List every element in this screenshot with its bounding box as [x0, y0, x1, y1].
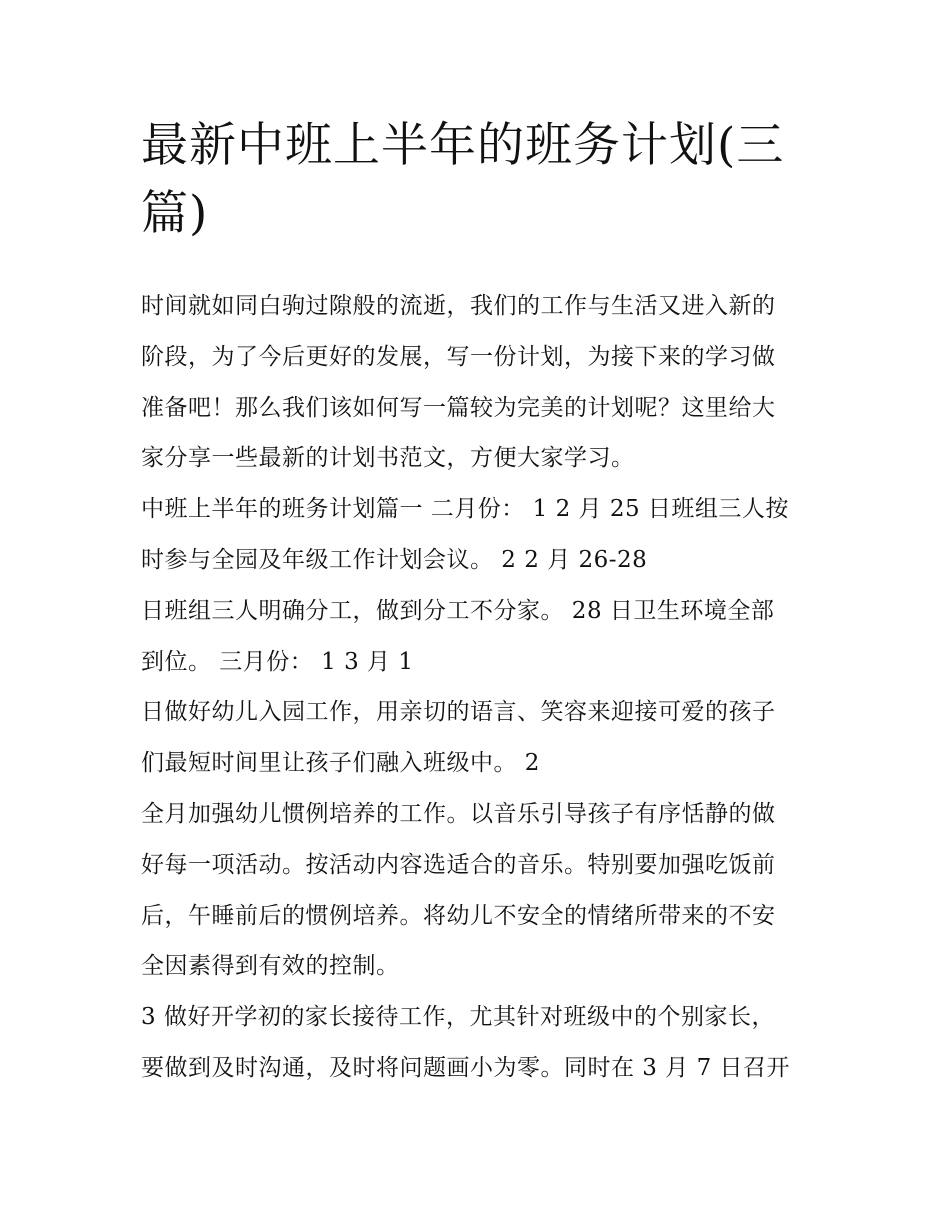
text-line: 们最短时间里让孩子们融入班级中。 2: [141, 750, 540, 777]
document-title: [141, 112, 831, 248]
text-line: 家分享一些最新的计划书范文，方便大家学习。: [141, 445, 635, 472]
paragraph-routine: [141, 789, 831, 992]
text-line: 日做好幼儿入园工作，用亲切的语言、笑容来迎接可爱的孩子: [141, 699, 776, 726]
text-line: 准备吧！那么我们该如何写一篇较为完美的计划呢？这里给大: [141, 394, 776, 421]
text-line: 要做到及时沟通，及时将问题画小为零。同时在 3 月 7 日召开: [141, 1054, 791, 1081]
text-line: 日班组三人明确分工，做到分工不分家。 28 日卫生环境全部: [141, 597, 775, 624]
text-line: 中班上半年的班务计划篇一 二月份： 1 2 月 25 日班组三人按: [141, 496, 789, 523]
paragraph-division-of-work: [141, 586, 831, 688]
title-line: 篇): [141, 186, 209, 241]
text-line: 时参与全园及年级工作计划会议。 2 2 月 26-28: [141, 546, 648, 573]
text-line: 3 做好开学初的家长接待工作，尤其针对班级中的个别家长，: [141, 1004, 775, 1031]
title-line: 最新中班上半年的班务计划(三: [141, 118, 785, 173]
paragraph-enrollment: [141, 687, 831, 789]
text-line: 后，午睡前后的惯例培养。将幼儿不安全的情绪所带来的不安: [141, 902, 776, 929]
text-line: 全月加强幼儿惯例培养的工作。以音乐引导孩子有序恬静的做: [141, 800, 776, 827]
paragraph-parents: [141, 992, 831, 1094]
paragraph-intro: [141, 281, 831, 484]
text-line: 好每一项活动。按活动内容选适合的音乐。特别要加强吃饭前: [141, 851, 776, 878]
text-line: 阶段，为了今后更好的发展，写一份计划，为接下来的学习做: [141, 343, 776, 370]
text-line: 到位。 三月份： 1 3 月 1: [141, 648, 414, 675]
text-line: 时间就如同白驹过隙般的流逝，我们的工作与生活又进入新的: [141, 293, 776, 319]
text-line: 全因素得到有效的控制。: [141, 953, 400, 980]
document-body: [141, 281, 831, 1094]
paragraph-february: [141, 484, 831, 586]
